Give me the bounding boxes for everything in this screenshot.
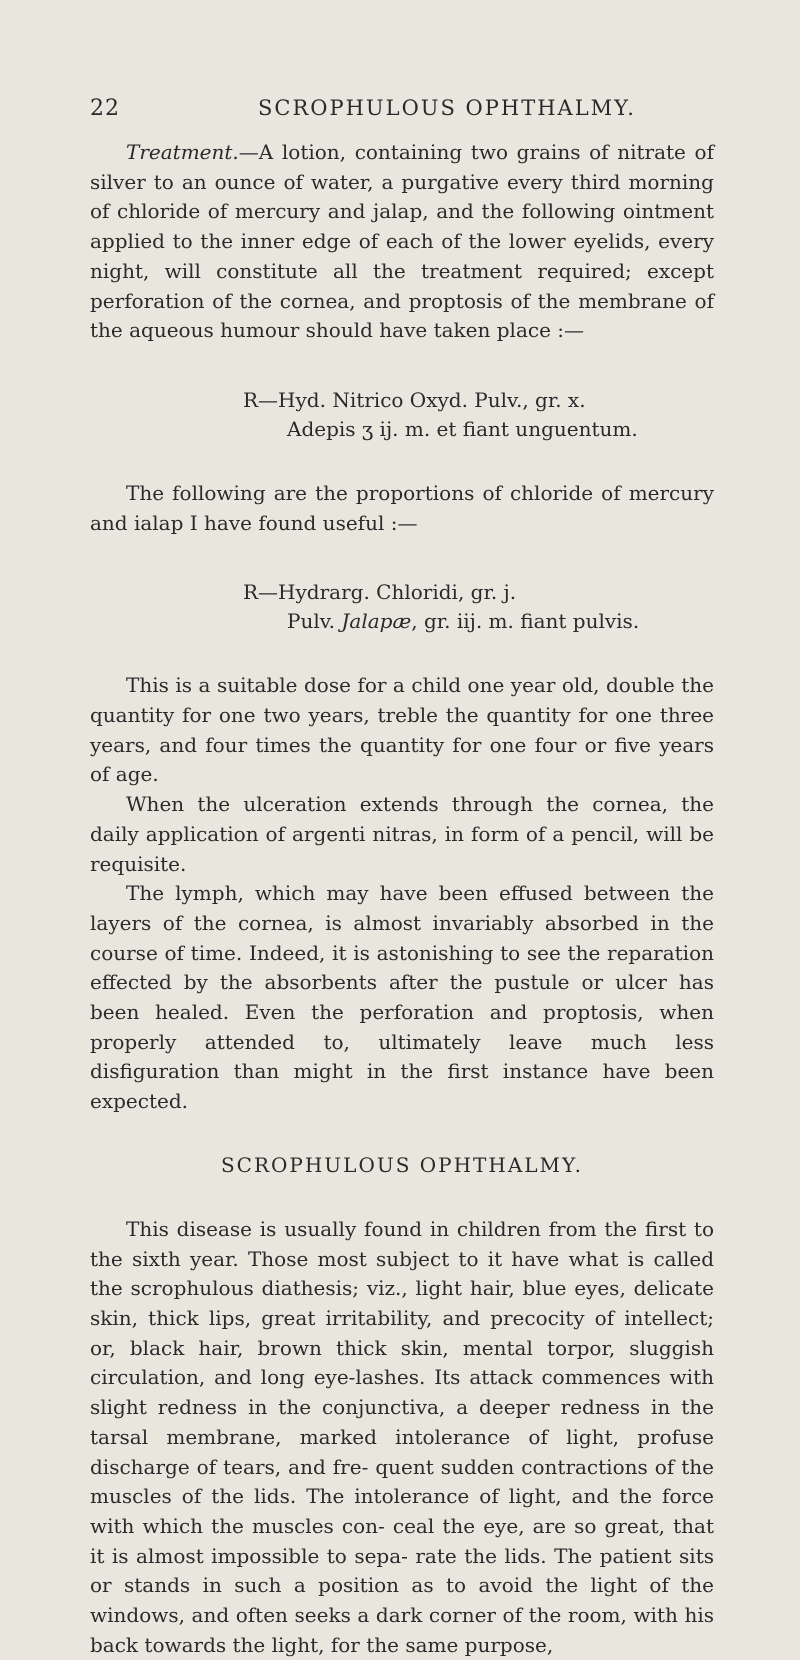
treatment-text: —A lotion, containing two grains of nitrate of silver to an ounce of water, a purgative every third morning of chloride of mercury and jalap, and the following ointment applied to the inner edge of each of the lower eyelids, every night, will constitute all the treatment required; except perforation of the cornea, and proptosis of the membrane of the aqueous humour should have taken place :— bbox=[90, 140, 714, 343]
prescription-line: Pulv. Jalapæ, gr. iij. m. fiant pulvis. bbox=[287, 609, 640, 634]
prescription-ointment bbox=[90, 386, 714, 444]
prescription-powder bbox=[90, 578, 714, 636]
disease-paragraph: This disease is usually found in children from the first to the sixth year. Those most subject to it have what is called the scrophulous diathesis; viz., light hair, blue eyes, delicate skin, thick lips, great irritability, and precocity of intellect; or, black hair, brown thick skin, mental torpor, sluggish circulation, and long eye-lashes. Its attack commences with slight redness in the conjunctiva, a deeper redness in the tarsal membrane, marked intolerance of light, profuse discharge of tears, and fre- quent sudden contractions of the muscles of the lids. The intolerance of light, and the force with which the muscles con- ceal the eye, are so great, that it is almost impossible to sepa- rate the lids. The patient sits or stands in such a position as to avoid the light of the windows, and often seeks a dark corner of the room, with his back towards the light, for the same purpose, bbox=[90, 1216, 714, 1657]
dose-paragraph: This is a suitable dose for a child one year old, double the quantity for one two years, treble the quantity for one three years, and four times the quantity for one four or five years of age. bbox=[90, 673, 714, 787]
prescription-line: Adepis ʒ ij. m. et fiant unguentum. bbox=[287, 416, 638, 441]
treatment-lead: Treatment. bbox=[126, 140, 239, 164]
proportions-paragraph: The following are the proportions of chloride of mercury and ialap I have found useful :— bbox=[90, 480, 714, 535]
page-number: 22 bbox=[90, 96, 120, 121]
page-body bbox=[90, 138, 714, 1660]
section-heading: SCROPHULOUS OPHTHALMY. bbox=[220, 1152, 584, 1177]
prescription-line: R—Hyd. Nitrico Oxyd. Pulv., gr. x. bbox=[243, 387, 586, 412]
lymph-paragraph: The lymph, which may have been effused between the layers of the cornea, is almost invariably absorbed in the course of time. Indeed, it is astonishing to see the reparation effected by the absorbents after the pustule or ulcer has been healed. Even the perforation and proptosis, when properly attended to, ultimately leave much less disfiguration than might in the first instance have been expected. bbox=[90, 881, 714, 1114]
treatment-paragraph bbox=[90, 138, 714, 346]
prescription-line: R—Hydrarg. Chloridi, gr. j. bbox=[243, 580, 517, 605]
ulceration-paragraph: When the ulceration extends through the cornea, the daily application of argenti nitras, in form of a pencil, will be requisite. bbox=[90, 792, 714, 876]
running-head: SCROPHULOUS OPHTHALMY. bbox=[258, 96, 636, 120]
page-header bbox=[0, 96, 800, 136]
